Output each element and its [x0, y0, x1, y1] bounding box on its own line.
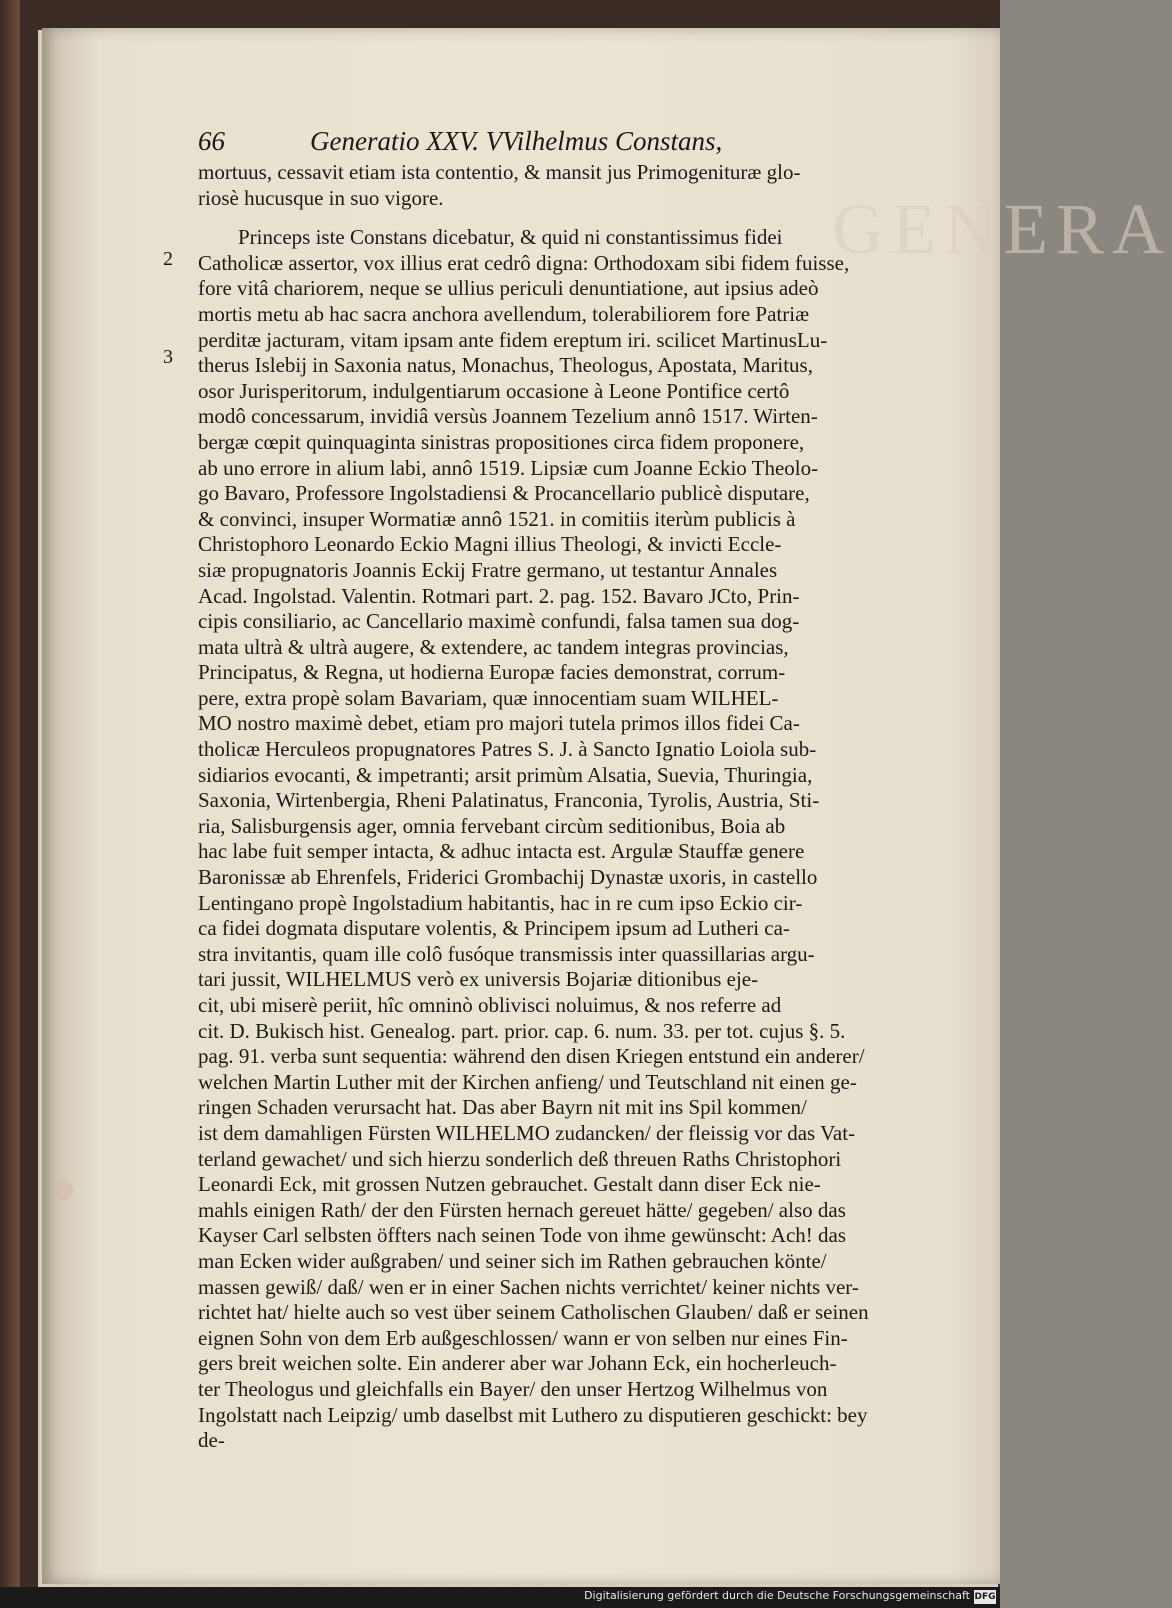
- text-line: mahls einigen Rath/ der den Fürsten hernach gereuet hätte/ gegeben/ also das: [198, 1197, 846, 1222]
- text-line: tholicæ Herculeos propugnatores Patres S. J. à Sancto Ignatio Loiola sub-: [198, 737, 817, 762]
- page-number: 66: [198, 126, 225, 156]
- text-line: ca fidei dogmata disputare volentis, & Principem ipsum ad Lutheri ca-: [198, 916, 790, 941]
- text-line: riosè hucusque in suo vigore.: [198, 185, 444, 210]
- page-stain: [55, 1180, 73, 1200]
- text-line: Kayser Carl selbsten öffters nach seinen Tode von ihme gewünscht: Ach! das: [198, 1223, 847, 1248]
- text-line: cit, ubi miserè periit, hîc omninò oblivisci noluimus, & nos referre ad: [198, 993, 782, 1017]
- text-line: Principatus, & Regna, ut hodierna Europæ facies demonstrat, corrum-: [198, 660, 786, 685]
- text-line: bergæ cœpit quinquaginta sinistras propositiones circa fidem proponere,: [198, 429, 805, 454]
- text-line: ringen Schaden verursacht hat. Das aber Bayrn nit mit ins Spil kommen/: [198, 1095, 807, 1120]
- text-line: mortuus, cessavit etiam ista contentio, & mansit jus Primogenituræ glo-: [198, 160, 801, 184]
- text-line: mata ultrà & ultrà augere, & extendere, ac tandem integras provincias,: [198, 634, 789, 659]
- text-line: Acad. Ingolstad. Valentin. Rotmari part. 2. pag. 152. Bavaro JCto, Prin-: [198, 583, 800, 608]
- text-line: pere, extra propè solam Bavariam, quæ innocentiam suam WILHEL-: [198, 685, 779, 710]
- text-line: therus Islebij in Saxonia natus, Monachus, Theologus, Apostata, Maritus,: [198, 353, 813, 378]
- text-line: ist dem damahligen Fürsten WILHELMO zudancken/ der fleissig vor das Vat-: [198, 1120, 856, 1145]
- margin-note-2: 2: [163, 248, 173, 270]
- text-line: richtet hat/ hielte auch so vest über seinem Catholischen Glauben/ daß er seinen: [198, 1300, 869, 1325]
- text-line: ria, Salisburgensis ager, omnia fervebant circùm seditionibus, Boia ab: [198, 813, 786, 838]
- footer-bar: [0, 1587, 1000, 1608]
- margin-note-3: 3: [163, 346, 173, 368]
- text-line: osor Jurisperitorum, indulgentiarum occasione à Leone Pontifice certô: [198, 378, 790, 403]
- text-line: go Bavaro, Professore Ingolstadiensi & Procancellario publicè disputare,: [198, 481, 810, 506]
- text-line: man Ecken wider außgraben/ und seiner sich im Rathen gebrauchen könte/: [198, 1248, 827, 1273]
- text-line: gers breit weichen solte. Ein anderer aber war Johann Eck, ein hocherleuch-: [198, 1351, 837, 1376]
- funding-credit: Digitalisierung gefördert durch die Deutsche Forschungsgemeinschaft: [584, 1589, 970, 1602]
- text-line: Saxonia, Wirtenbergia, Rheni Palatinatus, Franconia, Tyrolis, Austria, Sti-: [198, 788, 820, 813]
- text-line: welchen Martin Luther mit der Kirchen anfieng/ und Teutschland nit einen ge-: [198, 1069, 857, 1094]
- text-line: pag. 91. verba sunt sequentia: während den disen Kriegen entstund ein anderer/: [198, 1044, 865, 1069]
- running-title: Generatio XXV. VVilhelmus Constans,: [310, 126, 723, 156]
- text-line: cit. D. Bukisch hist. Genealog. part. prior. cap. 6. num. 33. per tot. cujus §. 5.: [198, 1018, 846, 1043]
- text-line: ab uno errore in alium labi, annô 1519. Lipsiæ cum Joanne Eckio Theolo-: [198, 455, 819, 480]
- text-line: tari jussit, WILHELMUS verò ex universis Bojariæ ditionibus eje-: [198, 967, 759, 992]
- show-through-text: GENERA: [832, 189, 1172, 269]
- text-line: siæ propugnatoris Joannis Eckij Fratre germano, ut testantur Annales: [198, 557, 778, 582]
- text-line: fore vitâ chariorem, neque se ullius periculi denuntiatione, aut ipsius adeò: [198, 276, 819, 301]
- text-line: Christophoro Leonardo Eckio Magni illius Theologi, & invicti Eccle-: [198, 532, 782, 557]
- text-line: hac labe fuit semper intacta, & adhuc intacta est. Argulæ Stauffæ genere: [198, 839, 805, 864]
- text-line: & convinci, insuper Wormatiæ annô 1521. in comitiis iterùm publicis à: [198, 506, 796, 531]
- page-header: [198, 126, 888, 160]
- text-line: perditæ jacturam, vitam ipsam ante fidem ereptum iri. scilicet MartinusLu-: [198, 327, 828, 352]
- text-line: eignen Sohn von dem Erb außgeschlossen/ wann er von selben nur eines Fin-: [198, 1325, 848, 1350]
- text-line: Princeps iste Constans dicebatur, & quid ni constantissimus fidei: [238, 225, 783, 250]
- text-line: stra invitantis, quam ille colô fusóque transmissis inter quassillarias argu-: [198, 941, 815, 966]
- text-line: Ingolstatt nach Leipzig/ umb daselbst mit Luthero zu disputieren geschickt: bey: [198, 1402, 868, 1427]
- text-line: mortis metu ab hac sacra anchora avellendum, tolerabiliorem fore Patriæ: [198, 301, 810, 326]
- text-line: MO nostro maximè debet, etiam pro majori tutela primos illos fidei Ca-: [198, 711, 800, 736]
- text-line: massen gewiß/ daß/ wen er in einer Sachen nichts verrichtet/ keiner nichts ver-: [198, 1274, 859, 1299]
- text-line: modô concessarum, invidiâ versùs Joannem Tezelium annô 1517. Wirten-: [198, 404, 818, 429]
- text-line: ter Theologus und gleichfalls ein Bayer/ den unser Hertzog Wilhelmus von: [198, 1376, 828, 1401]
- dfg-logo: DFG: [974, 1592, 996, 1602]
- text-line: Leonardi Eck, mit grossen Nutzen gebrauchet. Gestalt dann diser Eck nie-: [198, 1172, 821, 1197]
- text-line: sidiarios evocanti, & impetranti; arsit primùm Alsatia, Suevia, Thuringia,: [198, 762, 813, 787]
- text-line: Catholicæ assertor, vox illius erat cedrô digna: Orthodoxam sibi fidem fuisse,: [198, 250, 850, 275]
- text-line: Baronissæ ab Ehrenfels, Friderici Grombachij Dynastæ uxoris, in castello: [198, 865, 818, 890]
- text-line: cipis consiliario, ac Cancellario maximè confundi, falsa tamen sua dog-: [198, 609, 800, 634]
- text-line: de-: [198, 1428, 225, 1453]
- body-text: [198, 160, 876, 1454]
- text-line: Lentingano propè Ingolstadium habitantis, hac in re cum ipso Eckio cir-: [198, 890, 803, 915]
- text-line: terland gewachet/ und sich hierzu sonderlich deß threuen Raths Christophori: [198, 1146, 842, 1171]
